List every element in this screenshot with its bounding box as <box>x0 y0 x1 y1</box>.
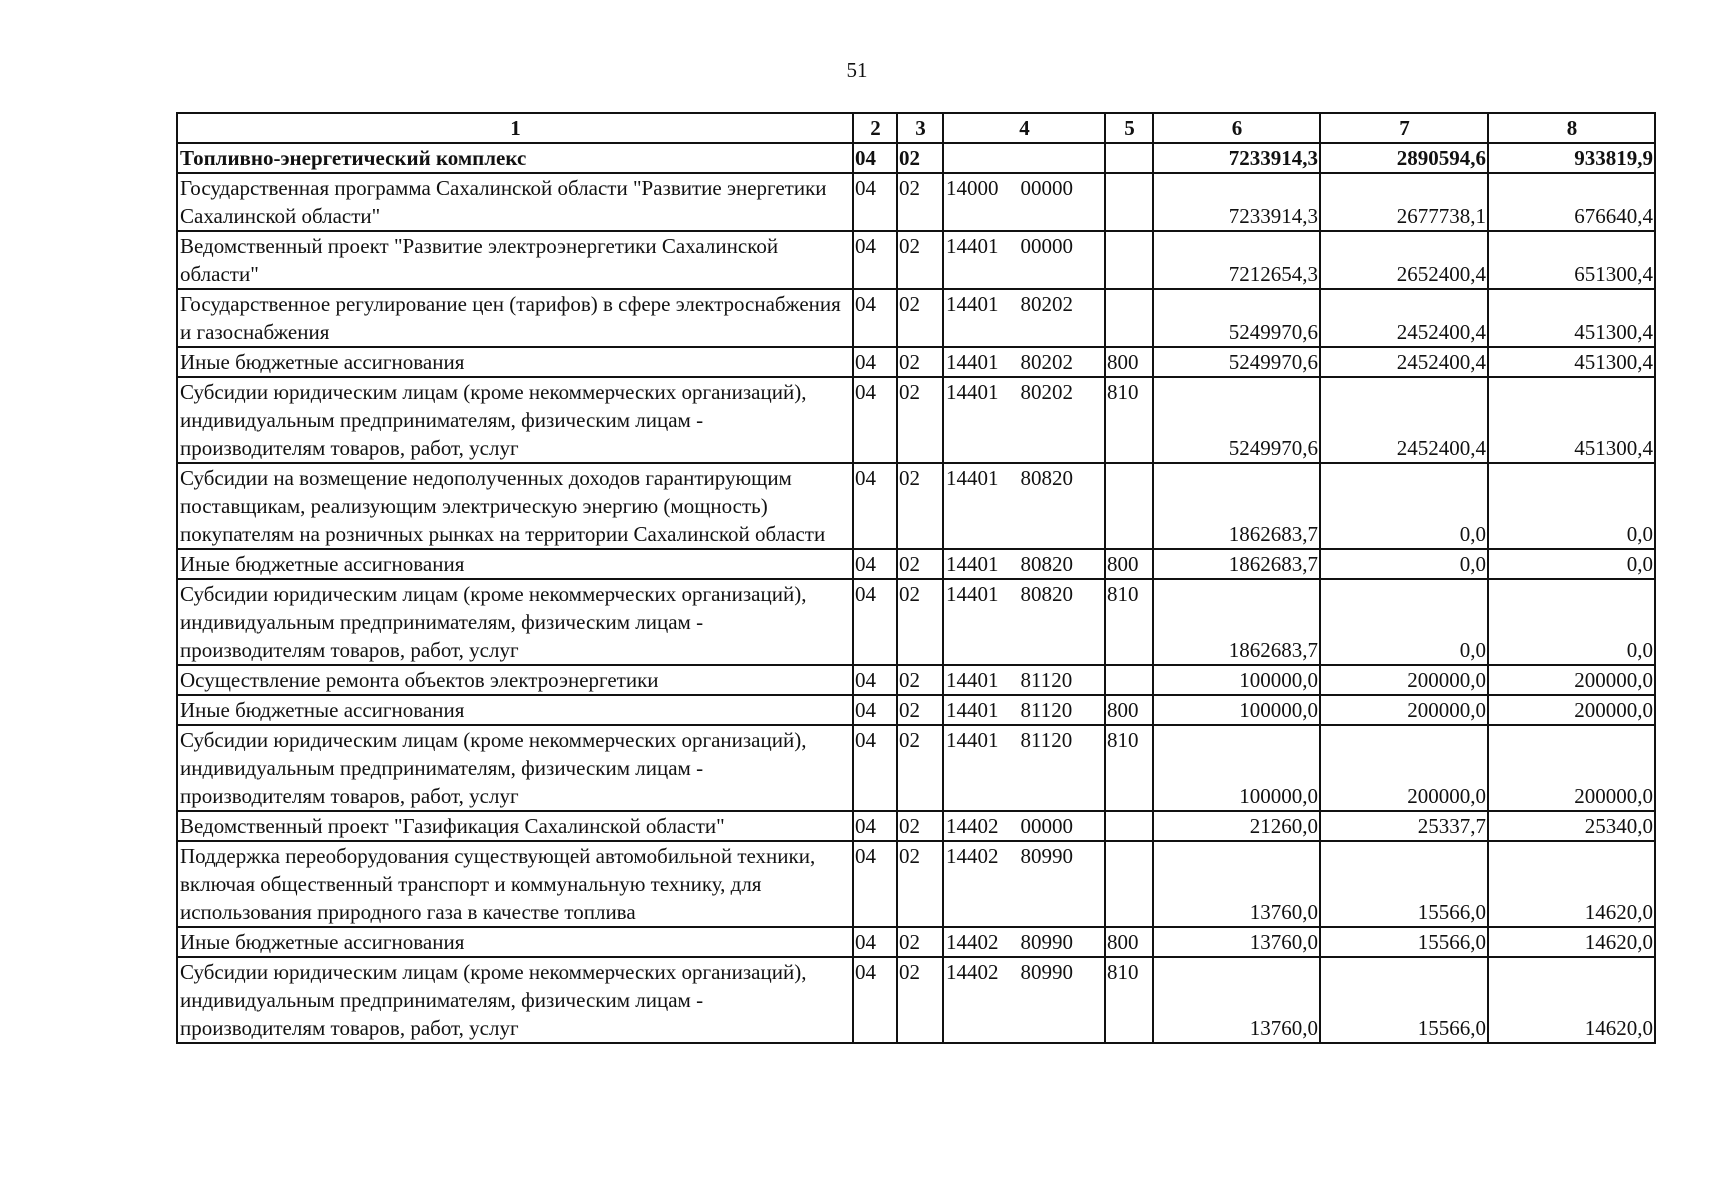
expense-type-cell <box>1105 463 1153 549</box>
subsection-code-cell: 02 <box>897 927 943 957</box>
table-row <box>177 811 1655 841</box>
target-article-cell <box>943 841 1105 927</box>
amount-col8-cell: 0,0 <box>1488 549 1655 579</box>
table-row <box>177 347 1655 377</box>
target-article-program-part: 14402 <box>946 930 999 954</box>
section-code-cell: 04 <box>853 841 897 927</box>
row-name-cell: Субсидии юридическим лицам (кроме некоммерческих организаций), индивидуальным предпринимателям, физическим лицам - производителям товаров, работ, услуг <box>177 957 853 1043</box>
page-number: 51 <box>846 58 868 82</box>
target-article-program-part: 14401 <box>946 728 999 752</box>
section-code-cell: 04 <box>853 463 897 549</box>
table-row <box>177 173 1655 231</box>
expense-type-cell <box>1105 143 1153 173</box>
amount-col7-cell: 15566,0 <box>1320 841 1488 927</box>
amount-col6-cell: 100000,0 <box>1153 725 1320 811</box>
section-code-cell: 04 <box>853 231 897 289</box>
row-name-cell: Ведомственный проект "Газификация Сахалинской области" <box>177 811 853 841</box>
subsection-code-cell: 02 <box>897 579 943 665</box>
row-name-cell: Иные бюджетные ассигнования <box>177 927 853 957</box>
subsection-code-cell: 02 <box>897 665 943 695</box>
section-code-cell: 04 <box>853 811 897 841</box>
target-article-program-part: 14402 <box>946 960 999 984</box>
amount-col8-cell: 200000,0 <box>1488 665 1655 695</box>
target-article-cell <box>943 725 1105 811</box>
section-code-cell: 04 <box>853 377 897 463</box>
amount-col7-cell: 2452400,4 <box>1320 347 1488 377</box>
amount-col8-cell: 451300,4 <box>1488 289 1655 347</box>
amount-col8-cell: 451300,4 <box>1488 347 1655 377</box>
amount-col8-cell: 0,0 <box>1488 463 1655 549</box>
table-row <box>177 957 1655 1043</box>
target-article-cell <box>943 289 1105 347</box>
amount-col7-cell: 25337,7 <box>1320 811 1488 841</box>
column-header: 4 <box>943 113 1105 143</box>
column-header: 2 <box>853 113 897 143</box>
subsection-code-cell: 02 <box>897 725 943 811</box>
target-article-direction-part: 80820 <box>1020 582 1073 606</box>
amount-col6-cell: 5249970,6 <box>1153 347 1320 377</box>
table-row <box>177 231 1655 289</box>
row-name-cell: Иные бюджетные ассигнования <box>177 549 853 579</box>
subsection-code-cell: 02 <box>897 841 943 927</box>
amount-col7-cell: 2677738,1 <box>1320 173 1488 231</box>
subsection-code-cell: 02 <box>897 957 943 1043</box>
section-code-cell: 04 <box>853 725 897 811</box>
column-header: 8 <box>1488 113 1655 143</box>
subsection-code-cell: 02 <box>897 289 943 347</box>
row-name-cell: Ведомственный проект "Развитие электроэнергетики Сахалинской области" <box>177 231 853 289</box>
amount-col6-cell: 13760,0 <box>1153 927 1320 957</box>
section-code-cell: 04 <box>853 695 897 725</box>
target-article-cell <box>943 377 1105 463</box>
target-article-program-part: 14401 <box>946 668 999 692</box>
target-article-cell <box>943 811 1105 841</box>
row-name-cell: Поддержка переоборудования существующей автомобильной техники, включая общественный транспорт и коммунальную технику, для использования природного газа в качестве топлива <box>177 841 853 927</box>
amount-col7-cell: 2452400,4 <box>1320 289 1488 347</box>
table-row <box>177 725 1655 811</box>
target-article-direction-part: 80820 <box>1020 552 1073 576</box>
table-row <box>177 695 1655 725</box>
target-article-direction-part: 80202 <box>1020 292 1073 316</box>
subsection-code-cell: 02 <box>897 347 943 377</box>
subsection-code-cell: 02 <box>897 695 943 725</box>
amount-col7-cell: 0,0 <box>1320 579 1488 665</box>
expense-type-cell: 810 <box>1105 579 1153 665</box>
target-article-direction-part: 81120 <box>1020 698 1073 722</box>
amount-col8-cell: 651300,4 <box>1488 231 1655 289</box>
table-row <box>177 289 1655 347</box>
expense-type-cell <box>1105 173 1153 231</box>
amount-col6-cell: 1862683,7 <box>1153 549 1320 579</box>
target-article-direction-part: 81120 <box>1020 728 1073 752</box>
amount-col6-cell: 5249970,6 <box>1153 289 1320 347</box>
expense-type-cell: 810 <box>1105 377 1153 463</box>
table-row <box>177 463 1655 549</box>
target-article-program-part: 14401 <box>946 350 999 374</box>
row-name-cell: Осуществление ремонта объектов электроэнергетики <box>177 665 853 695</box>
row-name-cell: Топливно-энергетический комплекс <box>177 143 853 173</box>
amount-col6-cell: 13760,0 <box>1153 841 1320 927</box>
target-article-direction-part: 81120 <box>1020 668 1073 692</box>
row-name-cell: Субсидии юридическим лицам (кроме некоммерческих организаций), индивидуальным предпринимателям, физическим лицам - производителям товаров, работ, услуг <box>177 725 853 811</box>
target-article-cell <box>943 173 1105 231</box>
target-article-cell <box>943 579 1105 665</box>
subsection-code-cell: 02 <box>897 231 943 289</box>
target-article-direction-part: 80202 <box>1020 350 1073 374</box>
amount-col6-cell: 100000,0 <box>1153 695 1320 725</box>
amount-col7-cell: 200000,0 <box>1320 695 1488 725</box>
target-article-cell <box>943 549 1105 579</box>
amount-col7-cell: 15566,0 <box>1320 957 1488 1043</box>
amount-col6-cell: 21260,0 <box>1153 811 1320 841</box>
column-header: 6 <box>1153 113 1320 143</box>
amount-col6-cell: 7212654,3 <box>1153 231 1320 289</box>
target-article-program-part: 14401 <box>946 698 999 722</box>
column-header: 1 <box>177 113 853 143</box>
target-article-program-part: 14402 <box>946 814 999 838</box>
table-row <box>177 841 1655 927</box>
amount-col7-cell: 2890594,6 <box>1320 143 1488 173</box>
amount-col7-cell: 2652400,4 <box>1320 231 1488 289</box>
column-header: 3 <box>897 113 943 143</box>
target-article-cell <box>943 695 1105 725</box>
row-name-cell: Субсидии на возмещение недополученных доходов гарантирующим поставщикам, реализующим электрическую энергию (мощность) покупателям на розничных рынках на территории Сахалинской области <box>177 463 853 549</box>
table-row <box>177 927 1655 957</box>
target-article-cell <box>943 463 1105 549</box>
target-article-program-part: 14402 <box>946 844 999 868</box>
amount-col6-cell: 7233914,3 <box>1153 143 1320 173</box>
expense-type-cell: 800 <box>1105 695 1153 725</box>
target-article-cell <box>943 957 1105 1043</box>
expense-type-cell <box>1105 231 1153 289</box>
amount-col7-cell: 200000,0 <box>1320 665 1488 695</box>
expense-type-cell <box>1105 811 1153 841</box>
row-name-cell: Иные бюджетные ассигнования <box>177 695 853 725</box>
row-name-cell: Государственное регулирование цен (тарифов) в сфере электроснабжения и газоснабжения <box>177 289 853 347</box>
amount-col8-cell: 451300,4 <box>1488 377 1655 463</box>
target-article-program-part: 14401 <box>946 552 999 576</box>
table-row <box>177 665 1655 695</box>
amount-col8-cell: 200000,0 <box>1488 695 1655 725</box>
section-code-cell: 04 <box>853 579 897 665</box>
column-header: 5 <box>1105 113 1153 143</box>
target-article-cell <box>943 143 1105 173</box>
target-article-cell <box>943 927 1105 957</box>
subsection-code-cell: 02 <box>897 377 943 463</box>
target-article-program-part: 14401 <box>946 466 999 490</box>
expense-type-cell <box>1105 289 1153 347</box>
row-name-cell: Государственная программа Сахалинской области "Развитие энергетики Сахалинской области" <box>177 173 853 231</box>
amount-col6-cell: 100000,0 <box>1153 665 1320 695</box>
table-row <box>177 549 1655 579</box>
subsection-code-cell: 02 <box>897 173 943 231</box>
target-article-direction-part: 80202 <box>1020 380 1073 404</box>
target-article-direction-part: 00000 <box>1020 234 1073 258</box>
table-row <box>177 377 1655 463</box>
target-article-direction-part: 00000 <box>1020 176 1073 200</box>
table-row <box>177 579 1655 665</box>
expense-type-cell: 810 <box>1105 725 1153 811</box>
subsection-code-cell: 02 <box>897 549 943 579</box>
amount-col6-cell: 1862683,7 <box>1153 463 1320 549</box>
target-article-program-part: 14401 <box>946 234 999 258</box>
row-name-cell: Субсидии юридическим лицам (кроме некоммерческих организаций), индивидуальным предпринимателям, физическим лицам - производителям товаров, работ, услуг <box>177 579 853 665</box>
section-code-cell: 04 <box>853 665 897 695</box>
section-code-cell: 04 <box>853 549 897 579</box>
expense-type-cell: 800 <box>1105 927 1153 957</box>
expense-type-cell: 800 <box>1105 347 1153 377</box>
amount-col7-cell: 15566,0 <box>1320 927 1488 957</box>
amount-col7-cell: 2452400,4 <box>1320 377 1488 463</box>
subsection-code-cell: 02 <box>897 463 943 549</box>
expense-type-cell <box>1105 841 1153 927</box>
section-code-cell: 04 <box>853 927 897 957</box>
target-article-program-part: 14401 <box>946 380 999 404</box>
expense-type-cell <box>1105 665 1153 695</box>
amount-col7-cell: 200000,0 <box>1320 725 1488 811</box>
section-code-cell: 04 <box>853 957 897 1043</box>
section-code-cell: 04 <box>853 173 897 231</box>
amount-col6-cell: 1862683,7 <box>1153 579 1320 665</box>
amount-col6-cell: 13760,0 <box>1153 957 1320 1043</box>
amount-col8-cell: 25340,0 <box>1488 811 1655 841</box>
row-name-cell: Иные бюджетные ассигнования <box>177 347 853 377</box>
amount-col8-cell: 14620,0 <box>1488 957 1655 1043</box>
amount-col8-cell: 676640,4 <box>1488 173 1655 231</box>
budget-table <box>176 112 1656 1044</box>
amount-col7-cell: 0,0 <box>1320 549 1488 579</box>
expense-type-cell: 810 <box>1105 957 1153 1043</box>
target-article-cell <box>943 665 1105 695</box>
amount-col8-cell: 200000,0 <box>1488 725 1655 811</box>
section-code-cell: 04 <box>853 347 897 377</box>
target-article-direction-part: 80990 <box>1020 930 1073 954</box>
target-article-program-part: 14000 <box>946 176 999 200</box>
target-article-direction-part: 00000 <box>1020 814 1073 838</box>
amount-col8-cell: 0,0 <box>1488 579 1655 665</box>
amount-col8-cell: 14620,0 <box>1488 841 1655 927</box>
target-article-cell <box>943 347 1105 377</box>
amount-col6-cell: 7233914,3 <box>1153 173 1320 231</box>
target-article-direction-part: 80990 <box>1020 960 1073 984</box>
column-header: 7 <box>1320 113 1488 143</box>
target-article-cell <box>943 231 1105 289</box>
section-code-cell: 04 <box>853 289 897 347</box>
expense-type-cell: 800 <box>1105 549 1153 579</box>
table-row <box>177 143 1655 173</box>
subsection-code-cell: 02 <box>897 811 943 841</box>
section-code-cell: 04 <box>853 143 897 173</box>
amount-col8-cell: 14620,0 <box>1488 927 1655 957</box>
target-article-direction-part: 80990 <box>1020 844 1073 868</box>
row-name-cell: Субсидии юридическим лицам (кроме некоммерческих организаций), индивидуальным предпринимателям, физическим лицам - производителям товаров, работ, услуг <box>177 377 853 463</box>
target-article-direction-part: 80820 <box>1020 466 1073 490</box>
table-header-row <box>177 113 1655 143</box>
target-article-program-part: 14401 <box>946 292 999 316</box>
amount-col6-cell: 5249970,6 <box>1153 377 1320 463</box>
amount-col8-cell: 933819,9 <box>1488 143 1655 173</box>
subsection-code-cell: 02 <box>897 143 943 173</box>
amount-col7-cell: 0,0 <box>1320 463 1488 549</box>
target-article-program-part: 14401 <box>946 582 999 606</box>
